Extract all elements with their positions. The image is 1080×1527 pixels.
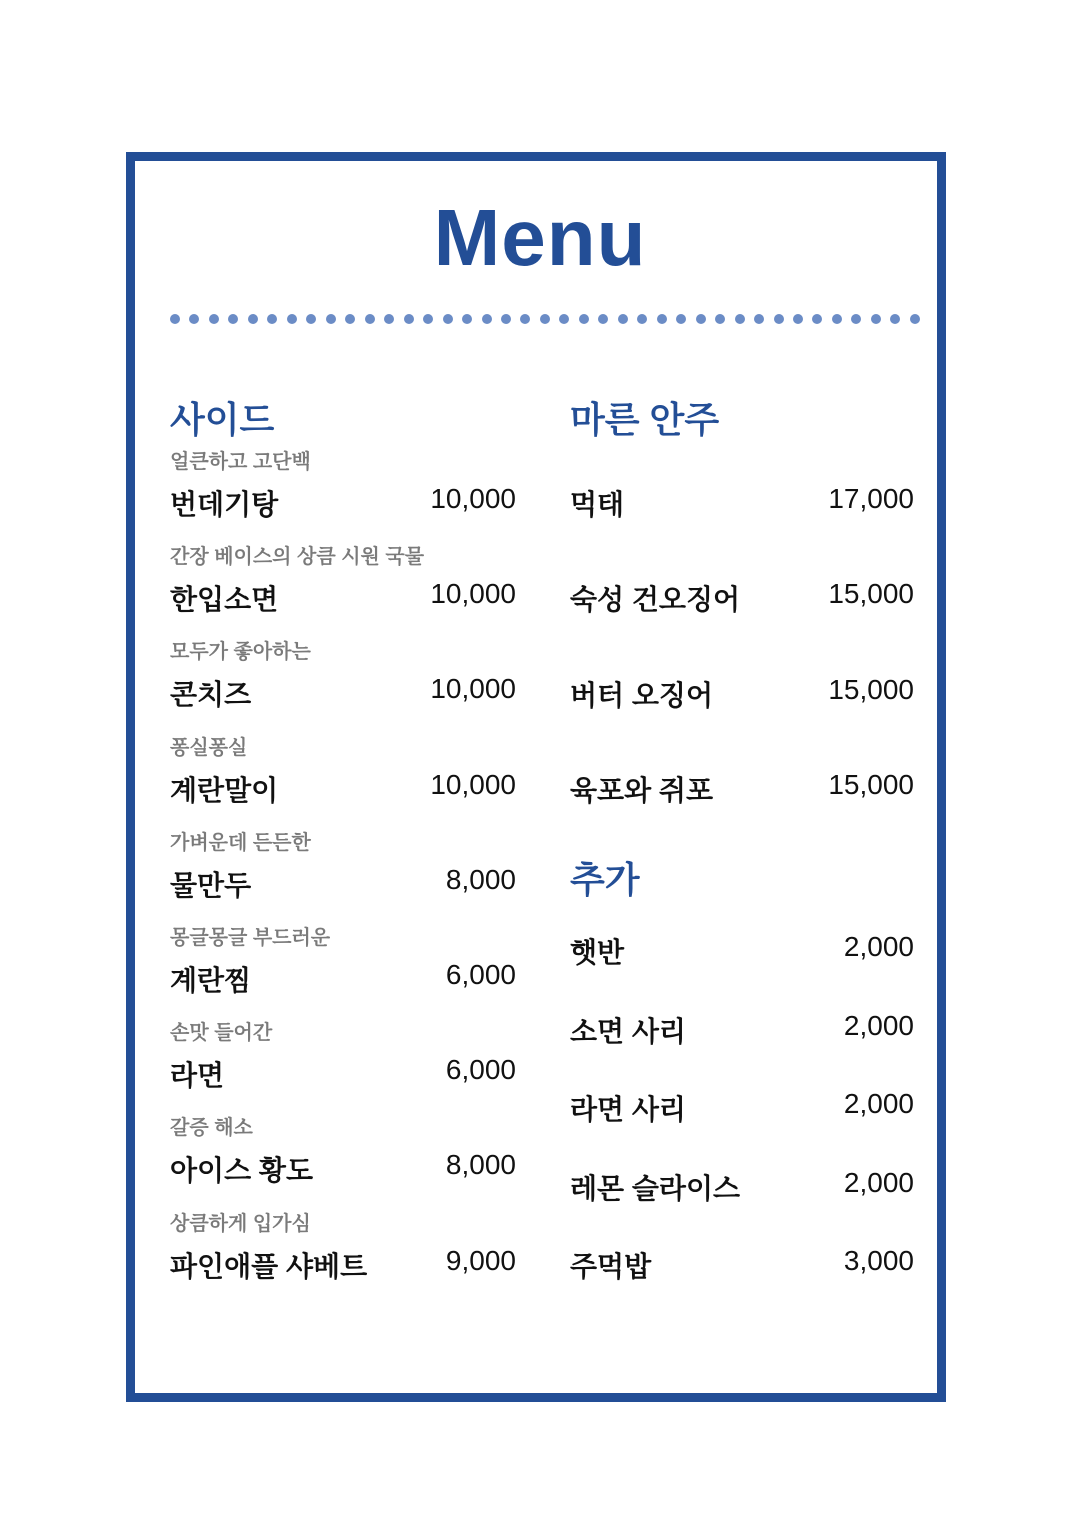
item-description: 얼큰하고 고단백: [170, 451, 311, 473]
item-price: 2,000: [843, 1166, 914, 1198]
dot: [170, 314, 180, 324]
item-name: 라면 사리: [570, 1094, 686, 1126]
item-description: 상큼하게 입가심: [170, 1212, 311, 1235]
dot: [540, 314, 550, 324]
item-price: 15,000: [828, 768, 914, 800]
item-name: 물만두: [170, 869, 252, 901]
item-name: 파인애플 샤베트: [170, 1250, 368, 1282]
dot: [696, 314, 706, 324]
dot: [871, 314, 881, 324]
dot: [715, 314, 725, 324]
item-description: 몽글몽글 부드러운: [170, 927, 331, 949]
menu-title: Menu: [433, 193, 647, 282]
item-description: 간장 베이스의 상큼 시원 국물: [170, 546, 425, 569]
dot: [676, 314, 686, 324]
dot: [832, 314, 842, 324]
item-price: 2,000: [843, 1088, 914, 1120]
dot: [443, 314, 453, 324]
dotted-divider: [170, 314, 920, 326]
item-price: 10,000: [430, 768, 516, 800]
item-name: 계란말이: [170, 774, 279, 806]
item-price: 15,000: [828, 673, 914, 705]
dot: [267, 314, 277, 324]
dot: [404, 314, 414, 324]
dot: [287, 314, 297, 324]
item-price: 2,000: [843, 1009, 914, 1041]
dot: [365, 314, 375, 324]
item-description: 모두가 좋아하는: [170, 641, 311, 664]
item-price: 9,000: [445, 1244, 516, 1276]
item-name: 햇반: [570, 937, 625, 968]
item-price: 10,000: [430, 483, 516, 514]
item-name: 번데기탕: [170, 489, 279, 520]
dot: [754, 314, 764, 324]
dot: [462, 314, 472, 324]
dot: [890, 314, 900, 324]
item-price: 17,000: [828, 483, 914, 514]
item-price: 6,000: [445, 1054, 516, 1086]
item-price: 8,000: [445, 1149, 516, 1181]
item-name: 먹태: [570, 489, 625, 520]
dot: [345, 314, 355, 324]
dot: [735, 314, 745, 324]
dot: [501, 314, 511, 324]
dot: [209, 314, 219, 324]
dot: [637, 314, 647, 324]
dot: [579, 314, 589, 324]
dot: [559, 314, 569, 324]
dot: [657, 314, 667, 324]
item-name: 육포와 쥐포: [570, 774, 714, 806]
dot: [812, 314, 822, 324]
item-name: 아이스 황도: [170, 1155, 314, 1187]
item-name: 계란찜: [170, 965, 252, 996]
section-heading-extra: 추가: [570, 859, 640, 900]
item-price: 2,000: [843, 931, 914, 962]
item-description: 퐁실퐁실: [170, 736, 248, 759]
item-name: 라면: [170, 1060, 225, 1092]
section-heading-side: 사이드: [170, 399, 275, 440]
dot: [423, 314, 433, 324]
item-description: 가벼운데 든든한: [170, 831, 311, 854]
item-name: 주먹밥: [570, 1251, 652, 1283]
item-description: 손맛 들어간: [170, 1022, 273, 1045]
item-price: 8,000: [445, 863, 516, 895]
item-name: 소면 사리: [570, 1015, 686, 1047]
dot: [482, 314, 492, 324]
item-name: 버터 오징어: [570, 679, 714, 711]
item-price: 3,000: [843, 1245, 914, 1277]
dot: [306, 314, 316, 324]
dot: [384, 314, 394, 324]
item-price: 6,000: [445, 959, 516, 990]
item-name: 한입소면: [170, 584, 279, 616]
dot: [189, 314, 199, 324]
item-name: 숙성 건오징어: [570, 584, 741, 616]
item-name: 콘치즈: [170, 679, 252, 711]
dot: [326, 314, 336, 324]
item-price: 10,000: [430, 578, 516, 610]
dot: [228, 314, 238, 324]
dot: [774, 314, 784, 324]
dot: [598, 314, 608, 324]
dot: [910, 314, 920, 324]
item-price: 10,000: [430, 673, 516, 705]
dot: [520, 314, 530, 324]
item-name: 레몬 슬라이스: [570, 1172, 741, 1204]
dot: [851, 314, 861, 324]
dot: [618, 314, 628, 324]
dot: [793, 314, 803, 324]
section-heading-dry: 마른 안주: [570, 399, 720, 440]
item-description: 갈증 해소: [170, 1117, 253, 1140]
dot: [248, 314, 258, 324]
item-price: 15,000: [828, 578, 914, 610]
